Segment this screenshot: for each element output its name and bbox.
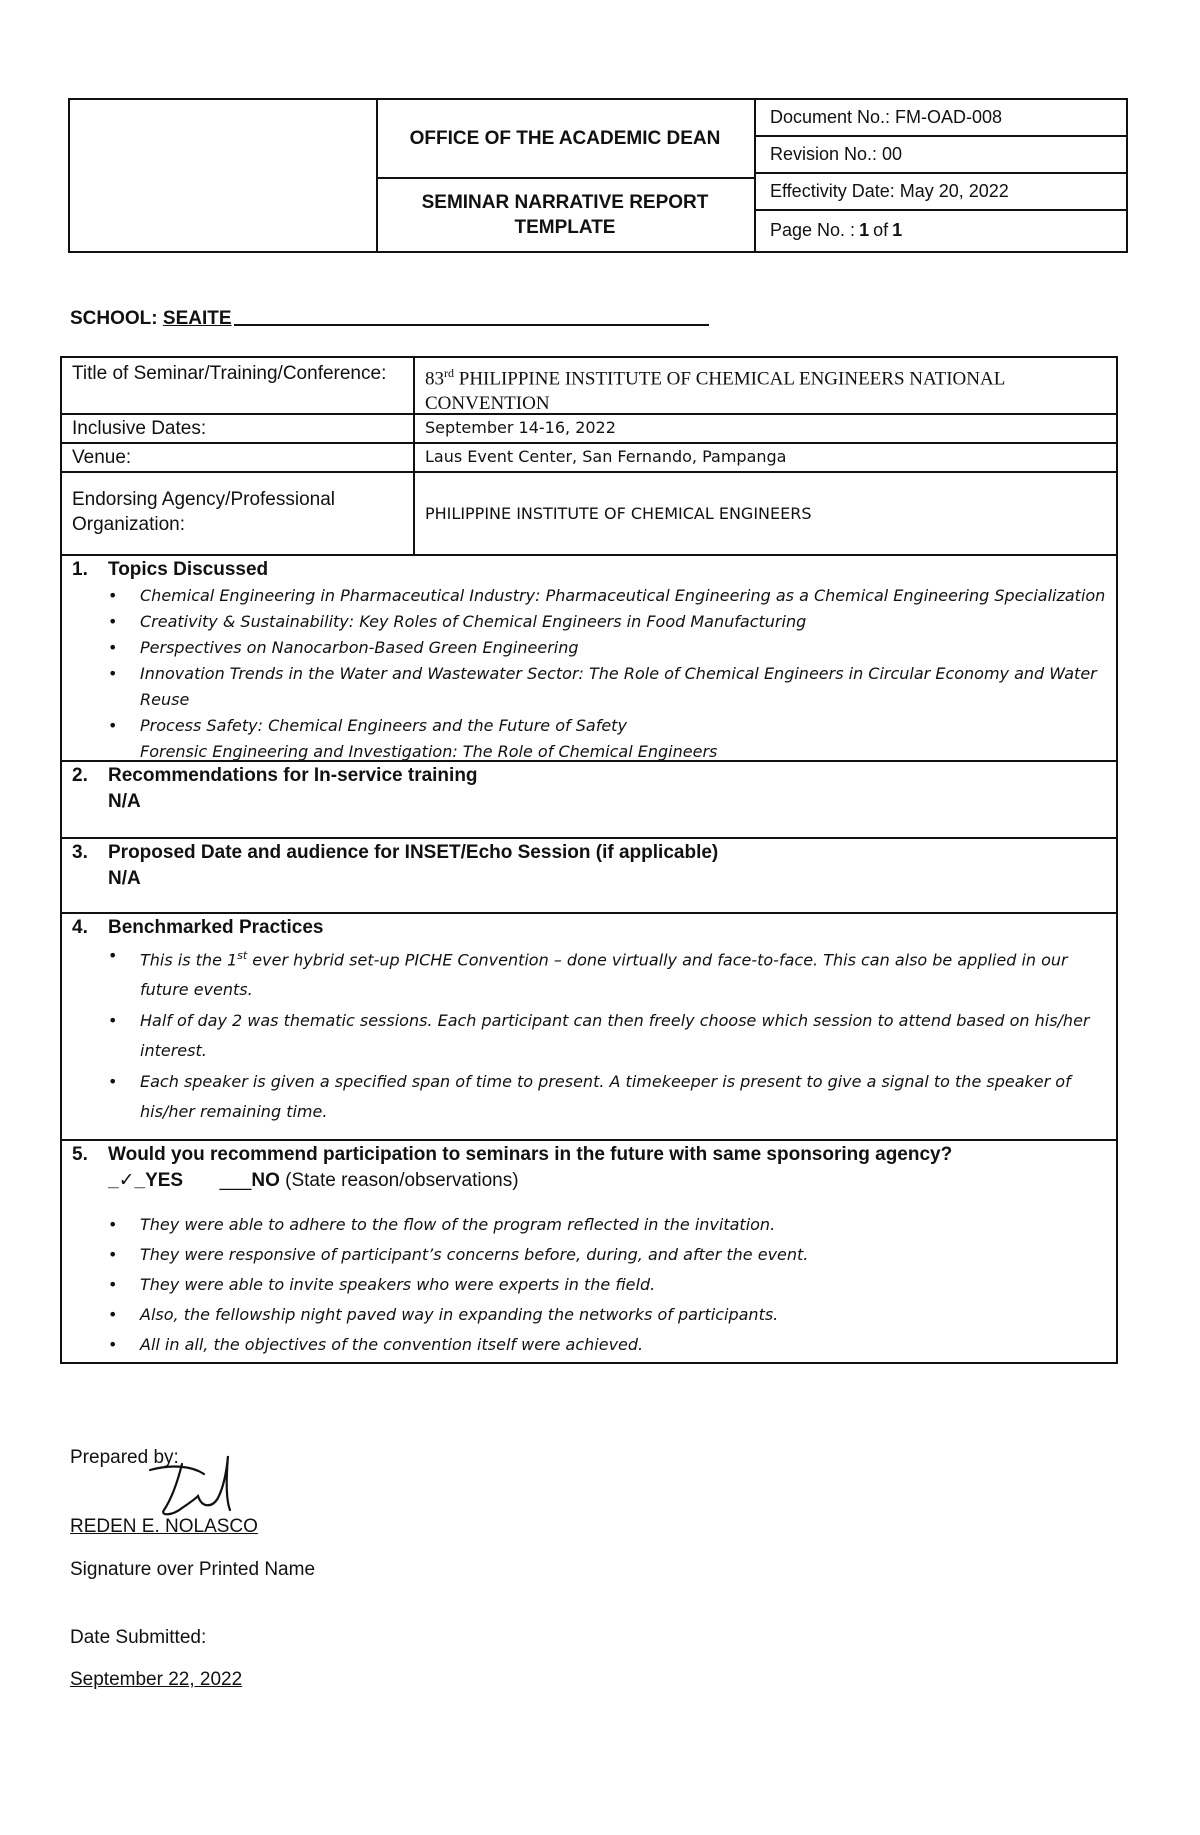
school-line [70,308,709,330]
venue-value: Laus Event Center, San Fernando, Pampanga [425,447,787,466]
date-submitted-value: September 22, 2022 [70,1669,243,1690]
section-recommend-participation [62,1141,1116,1362]
dates-row [62,415,1116,444]
list-item: • They were able to adhere to the flow of the program reflected in the invitation. [108,1215,776,1234]
revision-no: Revision No.: 00 [754,137,1128,174]
section-recommend-heading: 5. Would you recommend participation to seminars in the future with same sponsoring agency? [72,1144,953,1165]
proposed-date-answer: N/A [108,868,141,889]
recommendations-answer: N/A [108,791,141,812]
section-proposed-date-heading: 3. Proposed Date and audience for INSET/Echo Session (if applicable) [72,842,719,863]
section-topics-heading: 1. Topics Discussed [72,559,269,580]
venue-label: Venue: [62,444,415,471]
effectivity-date: Effectivity Date: May 20, 2022 [754,174,1128,211]
dates-label: Inclusive Dates: [62,415,415,442]
list-item: • They were responsive of participant’s concerns before, during, and after the event. [108,1245,809,1264]
title-row [62,358,1116,415]
preparer-name: REDEN E. NOLASCO [70,1516,258,1537]
section-recommendations-heading: 2. Recommendations for In-service training [72,765,478,786]
yes-no-note: (State reason/observations) [285,1170,519,1191]
signature-caption: Signature over Printed Name [70,1559,316,1580]
list-item-continuation: Forensic Engineering and Investigation: The Role of Chemical Engineers [140,742,718,761]
agency-value: PHILIPPINE INSTITUTE OF CHEMICAL ENGINEERS [425,504,812,523]
section-topics [62,556,1116,762]
topics-list [72,583,1106,765]
date-submitted-label: Date Submitted: [70,1627,207,1648]
list-item: • Half of day 2 was thematic sessions. Each participant can then freely choose which session to attend based on his/her interest. [108,1011,1090,1061]
list-item: • Process Safety: Chemical Engineers and the Future of Safety [108,716,627,735]
list-item: • Creativity & Sustainability: Key Roles of Chemical Engineers in Food Manufacturing [108,612,807,631]
signature-image [142,1450,242,1526]
school-value: SEAITE [162,308,232,329]
school-underline [234,324,709,326]
document-header-table [68,98,1128,253]
section-proposed-date [62,839,1116,914]
list-item: • Innovation Trends in the Water and Wastewater Sector: The Role of Chemical Engineers in Circular Economy and Water Reuse [108,664,1097,709]
yes-no-answer: _✓_YES ___NO (State reason/observations) [108,1170,519,1191]
prepared-by-label: Prepared by: [70,1447,179,1468]
agency-label: Endorsing Agency/Professional Organization: [62,473,415,554]
list-item: • Each speaker is given a specified span of time to present. A timekeeper is present to give a signal to the speaker of his/her remaining time. [108,1072,1071,1122]
no-blank: ___ [219,1170,252,1191]
list-item: • They were able to invite speakers who were experts in the field. [108,1275,656,1294]
logo-cell [70,100,378,251]
school-label: SCHOOL: [70,308,158,329]
dates-value: September 14-16, 2022 [425,418,616,437]
document-no: Document No.: FM-OAD-008 [754,100,1128,137]
title-value: 83rd PHILIPPINE INSTITUTE OF CHEMICAL ENGINEERS NATIONAL CONVENTION [425,366,1005,415]
list-item: • Chemical Engineering in Pharmaceutical Industry: Pharmaceutical Engineering as a Chemical Engineering Specialization [108,586,1106,605]
title-label: Title of Seminar/Training/Conference: [62,358,415,413]
list-item: • Perspectives on Nanocarbon-Based Green Engineering [108,638,579,657]
document-meta-cell [754,100,1128,251]
observations-list [72,1210,1106,1360]
venue-row [62,444,1116,473]
office-title: OFFICE OF THE ACADEMIC DEAN [409,128,721,149]
section-benchmarked [62,914,1116,1141]
list-item: • This is the 1st ever hybrid set-up PICHE Convention – done virtually and face-to-face. This can also be applied in our future events. [108,946,1068,1000]
list-item: • All in all, the objectives of the convention itself were achieved. [108,1335,644,1354]
section-recommendations [62,762,1116,839]
agency-row [62,473,1116,556]
page-number: Page No. : 1 of 1 [770,219,903,240]
template-title: SEMINAR NARRATIVE REPORT TEMPLATE [421,192,709,238]
header-title-cell [376,100,756,251]
section-benchmarked-heading: 4. Benchmarked Practices [72,917,324,938]
yes-checkmark: _✓_ [108,1170,146,1191]
report-table [60,356,1118,1364]
benchmarked-list [72,941,1106,1127]
list-item: • Also, the fellowship night paved way in expanding the networks of participants. [108,1305,779,1324]
